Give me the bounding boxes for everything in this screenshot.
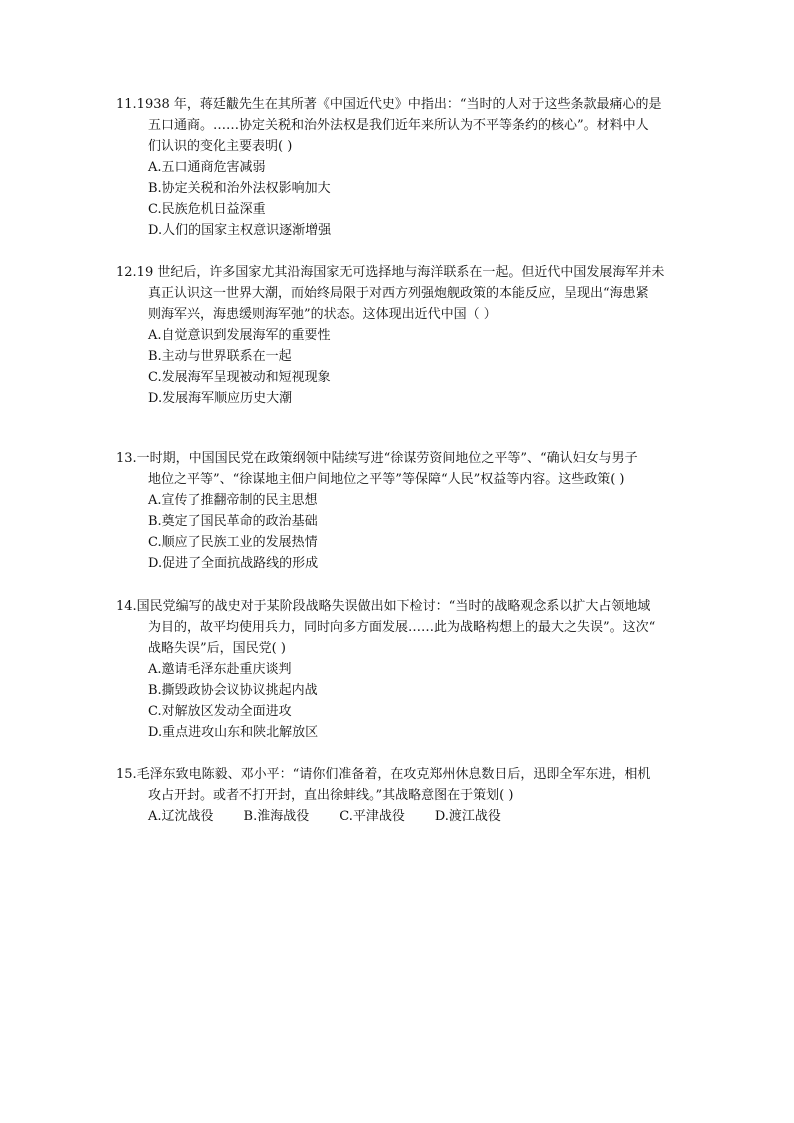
options-list — [116, 325, 706, 409]
option-c: C.发展海军呈现被动和短视现象 — [148, 370, 331, 385]
question-14 — [116, 596, 706, 743]
question-stem-line: 战略失误”后，国民党( ) — [148, 641, 286, 656]
option-b: B.淮海战役 — [243, 809, 310, 824]
options-list — [116, 806, 706, 827]
option-b: B.奠定了国民革命的政治基础 — [148, 514, 318, 529]
option-c: C.民族危机日益深重 — [148, 202, 266, 217]
option-a: A.宣传了推翻帝制的民主思想 — [148, 493, 318, 508]
question-stem-line: 五口通商。……协定关税和治外法权是我们近年来所认为不平等条约的核心”。材料中人 — [148, 118, 649, 133]
question-stem-line: 12.19 世纪后，许多国家尤其沿海国家无可选择地与海洋联系在一起。但近代中国发展海军并未 — [116, 265, 665, 280]
option-d: D.重点进攻山东和陕北解放区 — [148, 725, 319, 740]
option-c: C.对解放区发动全面进攻 — [148, 704, 292, 719]
option-c: C.平津战役 — [339, 809, 405, 824]
question-11 — [116, 94, 706, 241]
question-stem-line: 13.一时期，中国国民党在政策纲领中陆续写进“徐谋劳资间地位之平等”、“确认妇女与男子 — [116, 451, 638, 466]
question-13 — [116, 448, 706, 574]
question-stem-line: 11.1938 年，蒋廷黻先生在其所著《中国近代史》中指出：“当时的人对于这些条款最痛心的是 — [116, 97, 662, 112]
question-stem-line: 攻占开封。或者不打开封，直出徐蚌线。”其战略意图在于策划( ) — [148, 788, 514, 803]
options-row — [148, 806, 706, 827]
option-d: D.促进了全面抗战路线的形成 — [148, 556, 319, 571]
option-a: A.五口通商危害减弱 — [148, 160, 266, 175]
question-15 — [116, 764, 706, 827]
option-a: A.自觉意识到发展海军的重要性 — [148, 328, 331, 343]
question-stem-line: 为目的，故平均使用兵力，同时向多方面发展……此为战略构想上的最大之失误”。这次“ — [148, 620, 656, 635]
question-stem-line: 们认识的变化主要表明( ) — [148, 139, 293, 154]
question-stem-line: 14.国民党编写的战史对于某阶段战略失误做出如下检讨：“当时的战略观念系以扩大占领地域 — [116, 599, 651, 614]
option-b: B.撕毁政协会议协议挑起内战 — [148, 683, 318, 698]
option-d: D.发展海军顺应历史大潮 — [148, 391, 293, 406]
option-d: D.渡江战役 — [434, 809, 501, 824]
options-list — [116, 490, 706, 574]
option-d: D.人们的国家主权意识逐渐增强 — [148, 223, 332, 238]
option-b: B.主动与世界联系在一起 — [148, 349, 292, 364]
question-stem-line: 地位之平等”、“徐谋地主佃户间地位之平等”等保障“人民”权益等内容。这些政策( ) — [148, 472, 625, 487]
question-stem-line: 真正认识这一世界大潮，而始终局限于对西方列强炮舰政策的本能反应，呈现出“海患紧 — [148, 286, 649, 301]
option-c: C.顺应了民族工业的发展热情 — [148, 535, 318, 550]
question-12 — [116, 262, 706, 409]
option-b: B.协定关税和治外法权影响加大 — [148, 181, 331, 196]
options-list — [116, 659, 706, 743]
question-stem-line: 则海军兴，海患缓则海军弛”的状态。这体现出近代中国（ ） — [148, 307, 497, 322]
options-list — [116, 157, 706, 241]
option-a: A.邀请毛泽东赴重庆谈判 — [148, 662, 292, 677]
question-stem-line: 15.毛泽东致电陈毅、邓小平：“请你们准备着，在攻克郑州休息数日后，迅即全军东进，相机 — [116, 767, 651, 782]
option-a: A.辽沈战役 — [148, 809, 214, 824]
